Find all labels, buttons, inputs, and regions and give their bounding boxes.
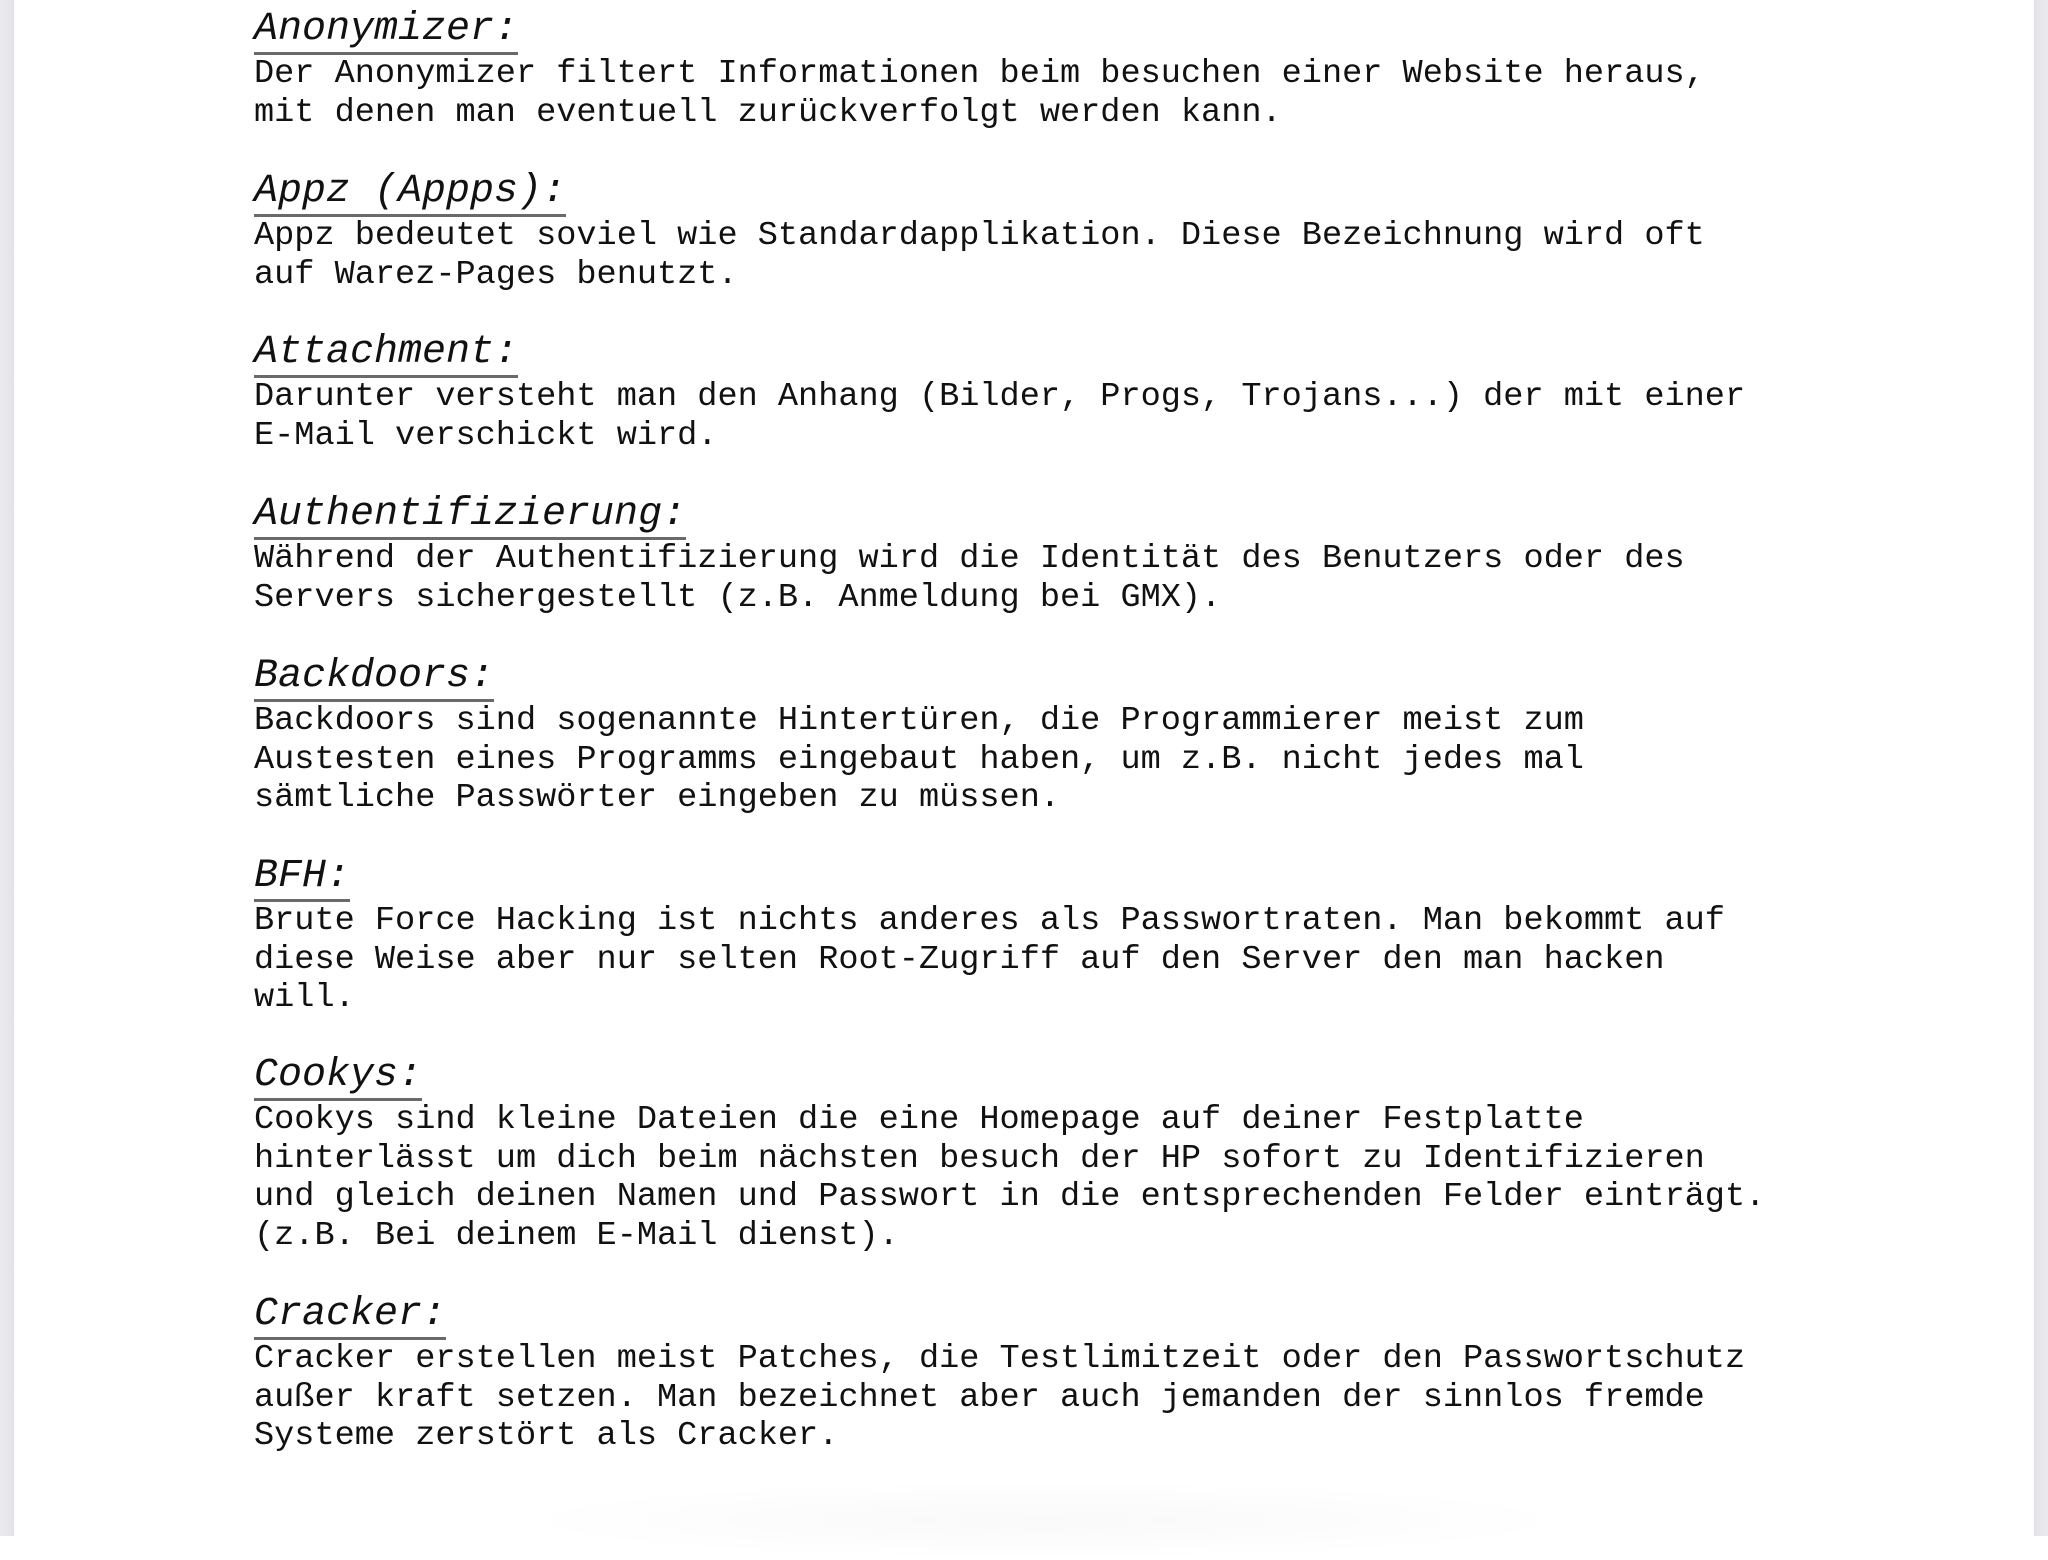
entry-line: Brute Force Hacking ist nichts anderes als Passwortraten. Man bekommt auf	[254, 902, 1725, 940]
entry-line: Servers sichergestellt (z.B. Anmeldung bei GMX).	[254, 578, 1222, 617]
entry-term: Cookys:	[254, 1054, 422, 1101]
entry-line: Cookys sind kleine Dateien die eine Homepage auf deiner Festplatte	[254, 1101, 1584, 1139]
entry-term: BFH:	[254, 855, 350, 902]
entry-line: (z.B. Bei deinem E-Mail dienst).	[254, 1216, 899, 1255]
page-edge-right	[2034, 0, 2048, 1536]
entry-line: Der Anonymizer filtert Informationen beim besuchen einer Website heraus,	[254, 55, 1705, 93]
entry-line: mit denen man eventuell zurückverfolgt werden kann.	[254, 93, 1282, 132]
entry-term: Authentifizierung:	[254, 493, 686, 540]
entry-line: hinterlässt um dich beim nächsten besuch der HP sofort zu Identifizieren	[254, 1139, 1705, 1178]
glossary-entry-cookys	[254, 1054, 1765, 1255]
page-edge-left	[0, 0, 14, 1536]
glossary-entry-appz	[254, 170, 1705, 294]
glossary-entry-authentifizierung	[254, 493, 1685, 617]
entry-line: sämtliche Passwörter eingeben zu müssen.	[254, 779, 1061, 818]
entry-line: Darunter versteht man den Anhang (Bilder, Progs, Trojans...) der mit einer	[254, 378, 1746, 416]
entry-line: Austesten eines Programms eingebaut haben, um z.B. nicht jedes mal	[254, 740, 1584, 779]
glossary-entry-cracker	[254, 1293, 1745, 1456]
glossary-entry-backdoors	[254, 655, 1584, 818]
entry-term: Anonymizer:	[254, 8, 518, 55]
entry-term: Attachment:	[254, 331, 518, 378]
entry-line: Systeme zerstört als Cracker.	[254, 1417, 839, 1456]
entry-line: diese Weise aber nur selten Root-Zugriff auf den Server den man hacken	[254, 940, 1665, 979]
entry-line: und gleich deinen Namen und Passwort in die entsprechenden Felder einträgt.	[254, 1178, 1766, 1217]
entry-line: Während der Authentifizierung wird die Identität des Benutzers oder des	[254, 540, 1685, 578]
entry-line: E-Mail verschickt wird.	[254, 416, 718, 455]
glossary-entry-attachment	[254, 331, 1745, 455]
entry-term: Appz (Appps):	[254, 170, 566, 217]
document-page	[14, 0, 2034, 1536]
entry-line: Backdoors sind sogenannte Hintertüren, die Programmierer meist zum	[254, 702, 1584, 740]
entry-term: Cracker:	[254, 1293, 446, 1340]
entry-line: Appz bedeutet soviel wie Standardapplikation. Diese Bezeichnung wird oft	[254, 217, 1705, 255]
glossary-entry-anonymizer	[254, 8, 1705, 132]
entry-line: Cracker erstellen meist Patches, die Testlimitzeit oder den Passwortschutz	[254, 1340, 1746, 1378]
page-bottom-shadow	[494, 1480, 1594, 1560]
entry-line: will.	[254, 979, 355, 1018]
glossary-entry-bfh	[254, 855, 1725, 1018]
entry-line: außer kraft setzen. Man bezeichnet aber auch jemanden der sinnlos fremde	[254, 1378, 1705, 1417]
entry-term: Backdoors:	[254, 655, 494, 702]
entry-line: auf Warez-Pages benutzt.	[254, 255, 738, 294]
